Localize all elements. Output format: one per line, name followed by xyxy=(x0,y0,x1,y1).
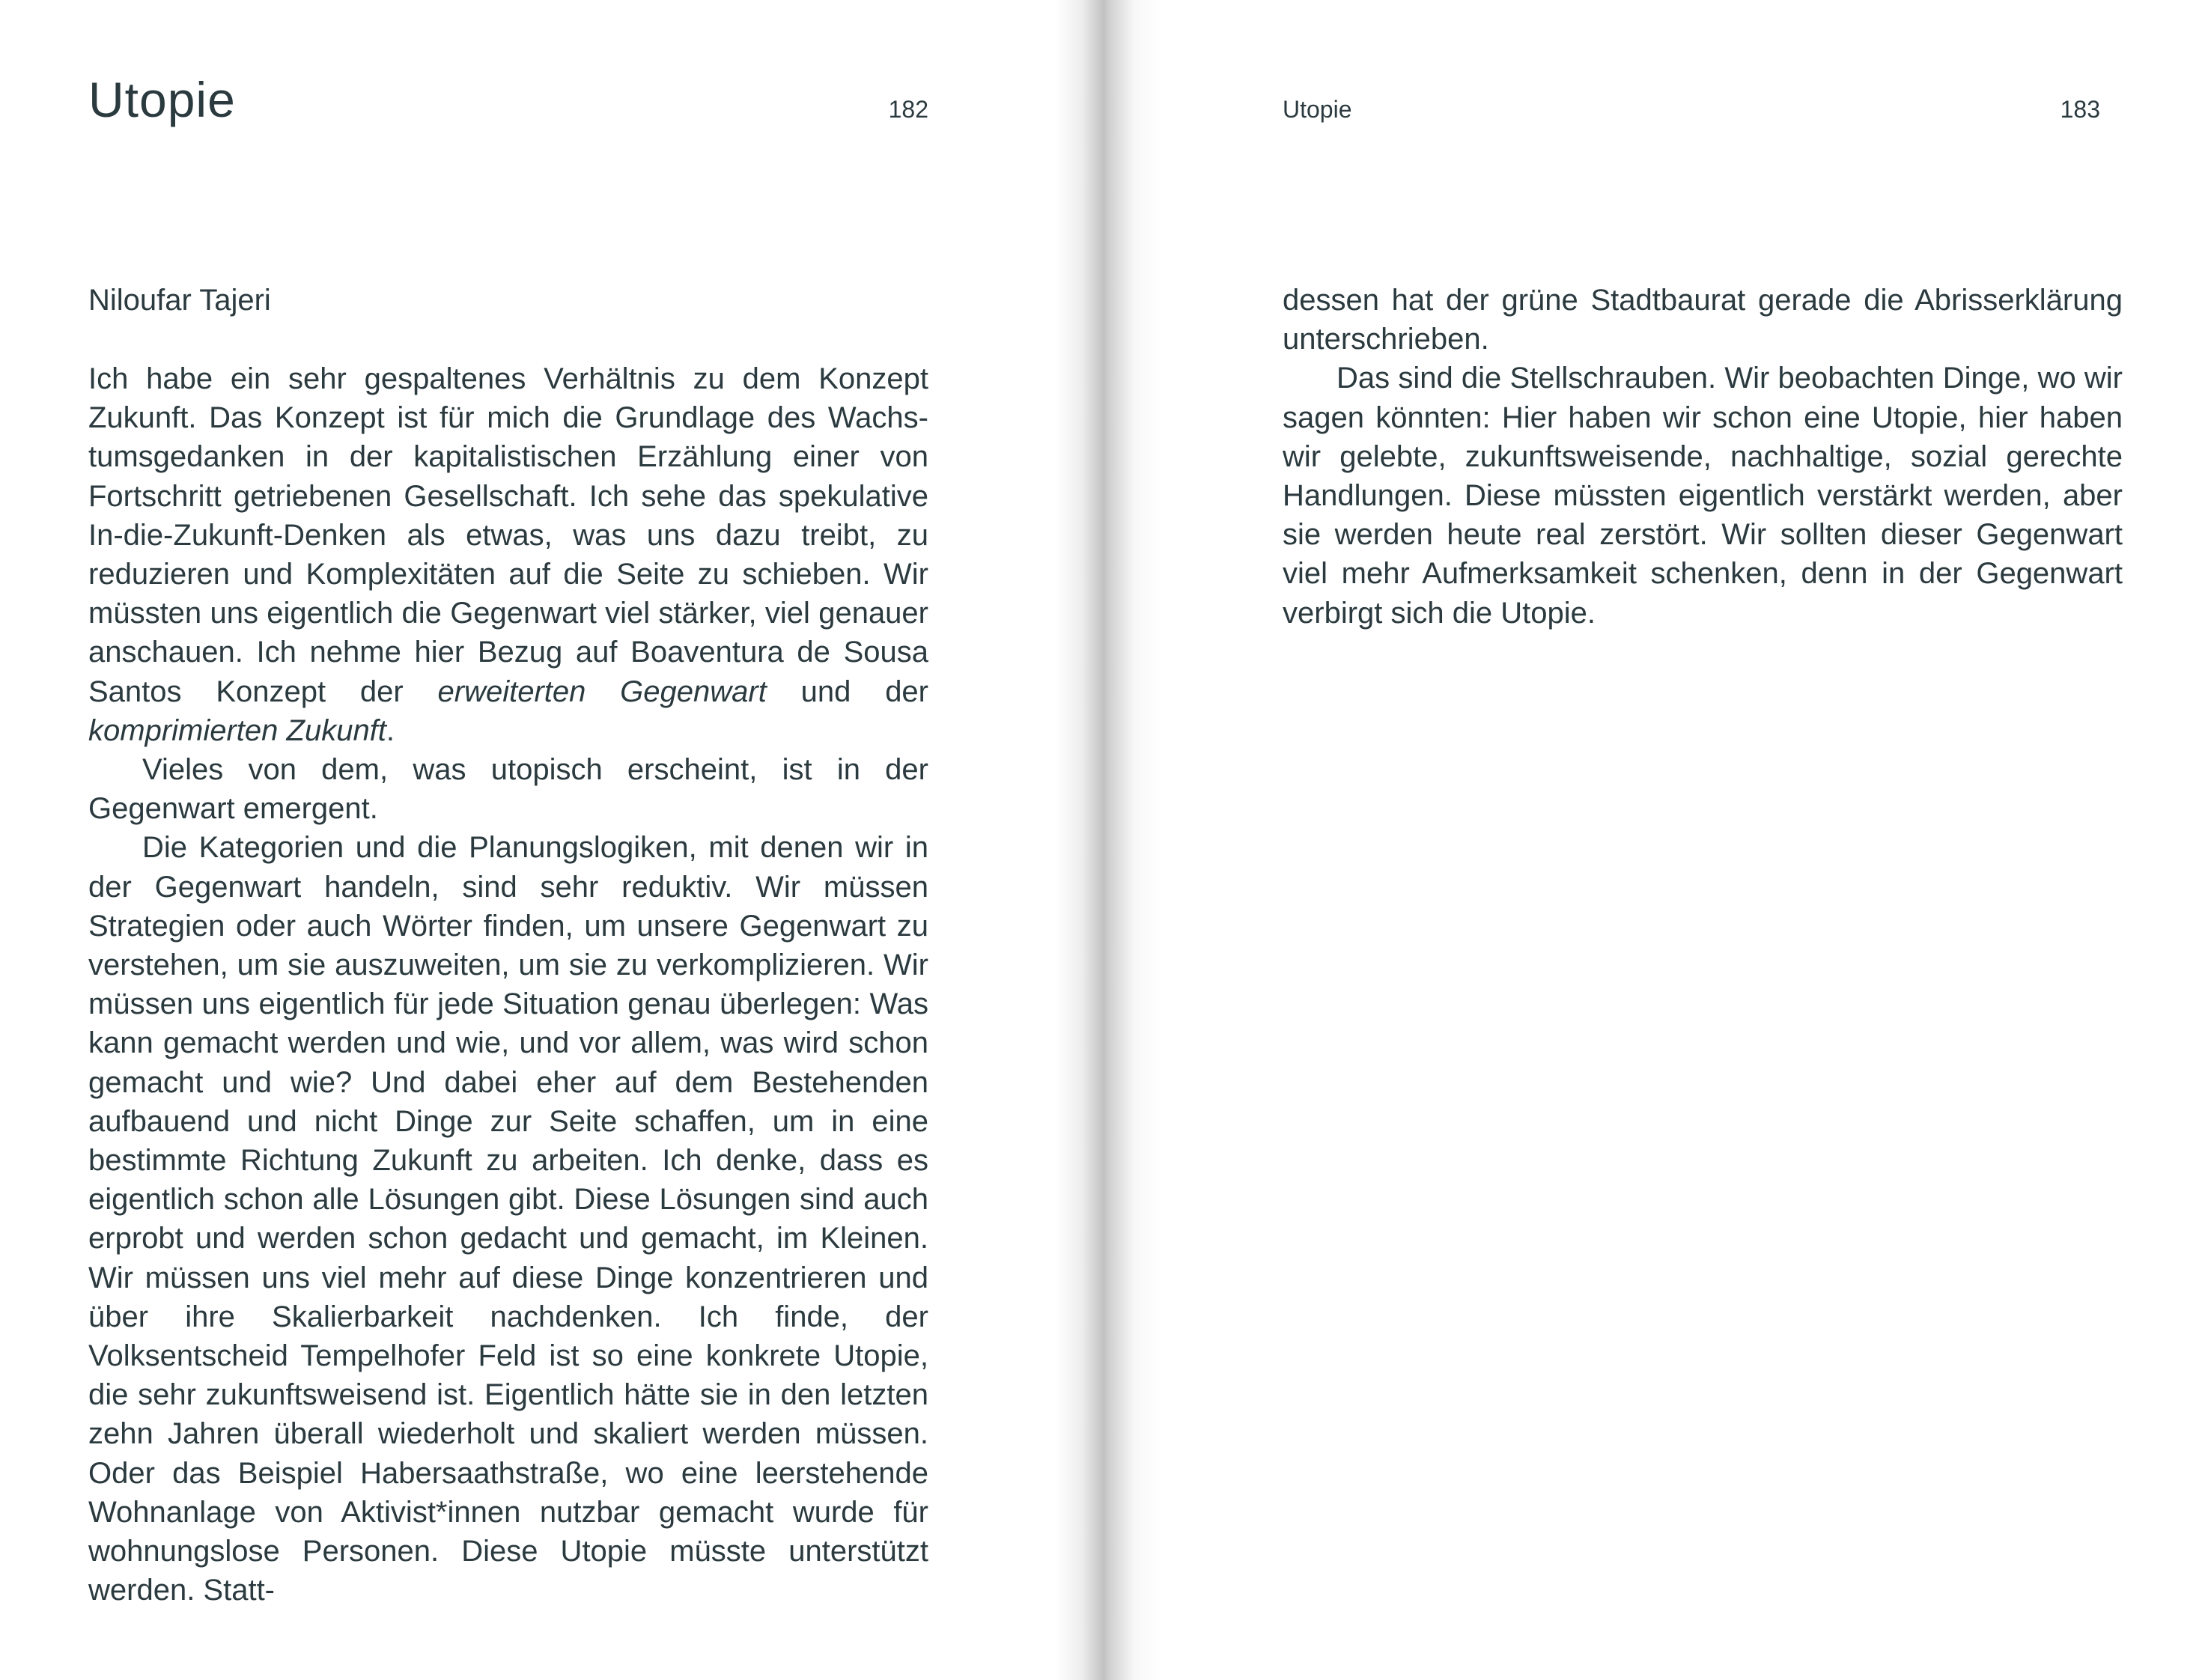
text-run: Die Kategorien und die Planungslogiken, mit denen wir in der Gegenwart handeln, sind sehr reduktiv. Wir müssen Strategien oder auch Wörter finden, um unsere Gegenwart zu verstehen, um sie auszuweiten, um sie zu verkomplizieren. Wir müssen uns eigentlich für jede Situation genau überlegen: Was kann gemacht werden und wie, und vor allem, was wird schon gemacht und wie? Und dabei eher auf dem Bestehenden aufbauend und nicht Dinge zur Seite schaffen, um in eine bestimmte Richtung Zukunft zu arbeiten. Ich denke, dass es eigentlich schon alle Lösungen gibt. Diese Lösungen sind auch erprobt und werden schon gedacht und gemacht, im Kleinen. Wir müssen uns viel mehr auf diese Dinge konzentrieren und über ihre Skalierbarkeit nachdenken. Ich finde, der Volksentscheid Tempelhofer Feld ist so eine konkrete Utopie, die sehr zukunftsweisend ist. Eigentlich hätte sie in den letzten zehn Jahren überall wiederholt und skaliert werden müssen. Oder das Beispiel Habersaathstraße, wo eine leerstehende Wohnanlage von Aktivist*innen nutzbar gemacht wurde für wohnungslose Personen. Diese Utopie müsste unterstützt werden. Statt- xyxy=(88,831,928,1607)
paragraph xyxy=(88,828,928,1610)
text-run: und der xyxy=(766,675,929,708)
left-page xyxy=(0,0,1101,1680)
right-page xyxy=(1101,0,2211,1680)
author-name: Niloufar Tajeri xyxy=(88,284,271,317)
right-body-text xyxy=(1283,281,2123,633)
paragraph xyxy=(88,750,928,828)
text-run: Ich habe ein sehr gespaltenes Verhältnis zu dem Konzept Zukunft. Das Konzept ist für mich die Grundlage des Wachstumsgedanken in der kapitalistischen Erzählung einer von Fortschritt getriebenen Gesellschaft. Ich sehe das spekulative In-die-Zukunft-Denken als etwas, was uns dazu treibt, zu reduzieren und Komplexitäten auf die Seite zu schieben. Wir müssten uns eigentlich die Gegenwart viel stärker, viel genauer anschauen. Ich nehme hier Bezug auf Boaventura de Sousa Santos Konzept der xyxy=(88,362,928,708)
italic-term: erweiterten Gegenwart xyxy=(437,675,767,708)
paragraph xyxy=(1283,281,2123,359)
running-title: Utopie xyxy=(1283,96,1352,123)
page-number-right: 183 xyxy=(2060,96,2100,123)
text-run: Vieles von dem, was utopisch erscheint, ist in der Gegenwart emergent. xyxy=(88,753,928,826)
chapter-title: Utopie xyxy=(88,72,236,127)
text-run: Das sind die Stellschrauben. Wir beobachten Dinge, wo wir sagen könnten: Hier haben wir schon eine Utopie, hier haben wir gelebte, zukunftsweisende, nachhaltige, sozial gerechte Handlungen. Diese müssten eigentlich verstärkt werden, aber sie werden heute real zerstört. Wir sollten dieser Gegenwart viel mehr Aufmerksamkeit schenken, denn in der Gegenwart verbirgt sich die Utopie. xyxy=(1283,362,2123,630)
page-number-left: 182 xyxy=(888,96,928,123)
left-body-text xyxy=(88,359,928,1610)
text-run: dessen hat der grüne Stadtbaurat gerade die Abrisserklärung unterschrieben. xyxy=(1283,284,2123,356)
italic-term: komprimierten Zukunft xyxy=(88,713,386,747)
text-run: . xyxy=(386,713,395,747)
paragraph xyxy=(88,359,928,750)
paragraph xyxy=(1283,359,2123,632)
